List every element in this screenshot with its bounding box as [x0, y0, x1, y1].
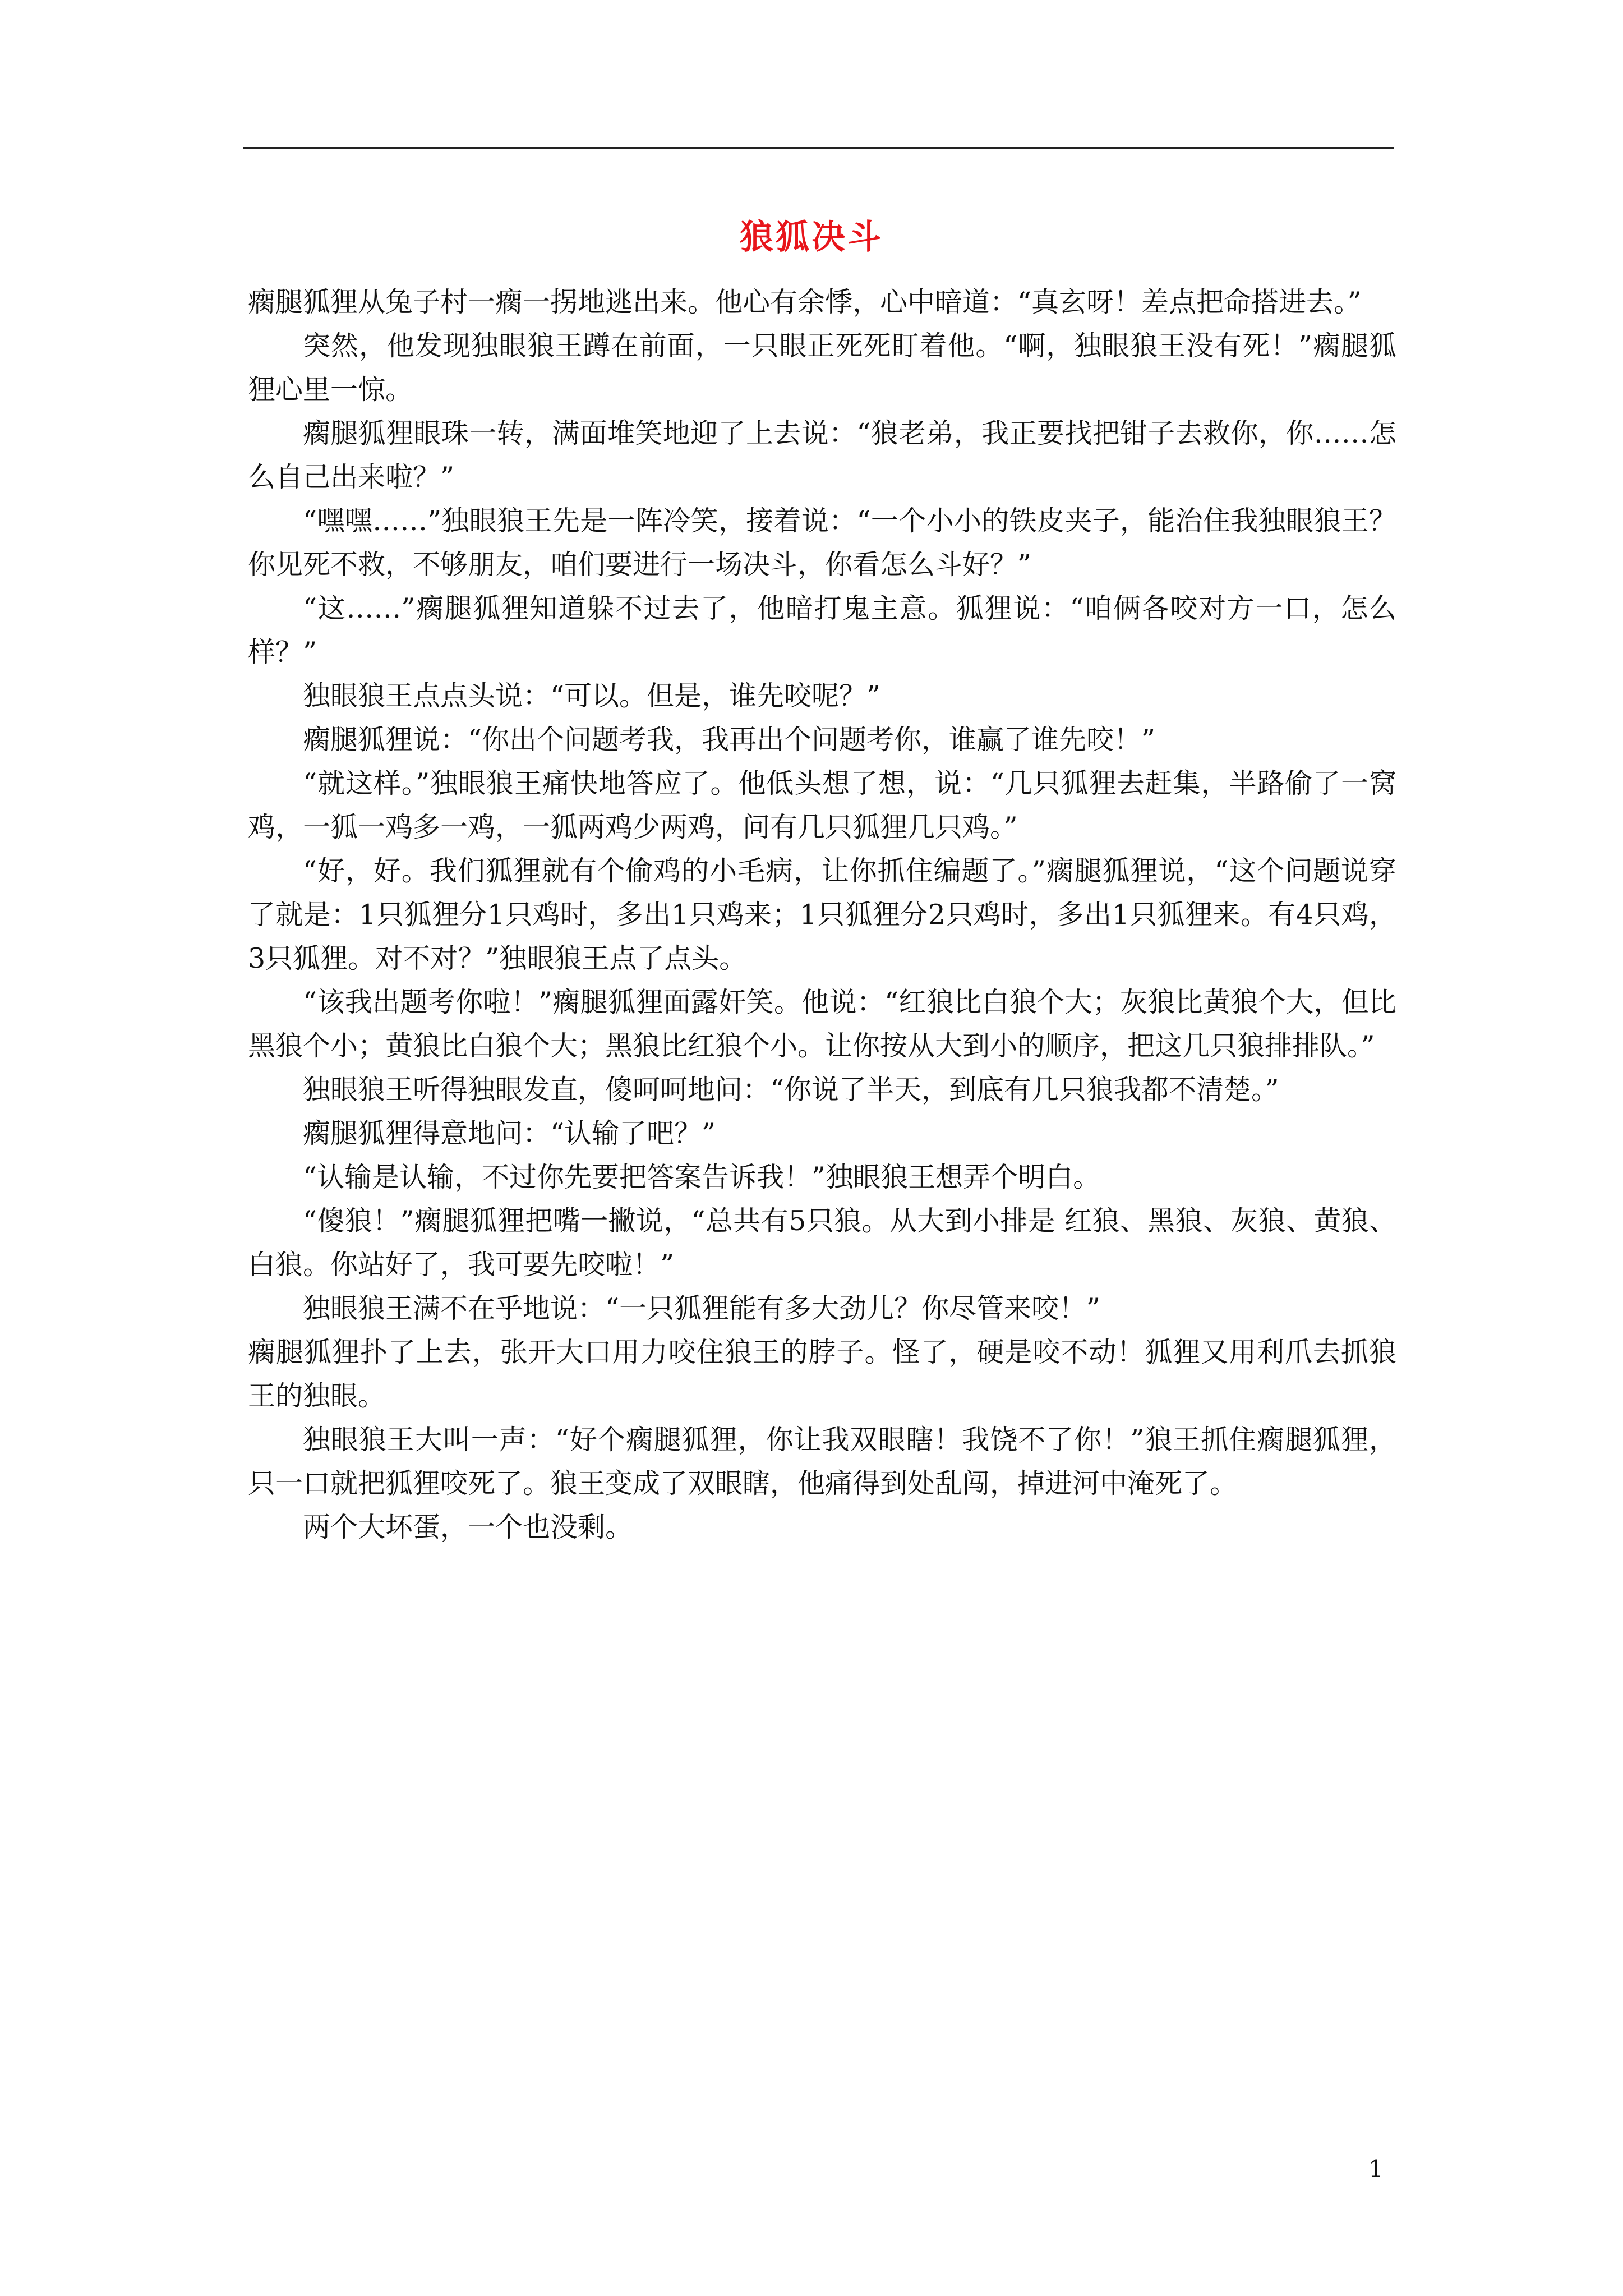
paragraph: “这……”瘸腿狐狸知道躲不过去了，他暗打鬼主意。狐狸说：“咱俩各咬对方一口，怎么样？” [248, 592, 1396, 668]
paragraph: 两个大坏蛋，一个也没剩。 [303, 1511, 633, 1543]
paragraph: 瘸腿狐狸从兔子村一瘸一拐地逃出来。他心有余悸，心中暗道：“真玄呀！差点把命搭进去。” [248, 286, 1362, 318]
document-title: 狼狐决斗 [740, 218, 883, 257]
story-body [248, 280, 1396, 1549]
paragraph: 瘸腿狐狸说：“你出个问题考我，我再出个问题考你，谁赢了谁先咬！” [303, 724, 1156, 756]
paragraph: “认输是认输，不过你先要把答案告诉我！”独眼狼王想弄个明白。 [303, 1161, 1101, 1193]
paragraph: “该我出题考你啦！”瘸腿狐狸面露奸笑。他说：“红狼比白狼个大；灰狼比黄狼个大，但比黑狼个小；黄狼比白狼个大；黑狼比红狼个小。让你按从大到小的顺序，把这几只狼排排队。” [248, 986, 1396, 1062]
paragraph: 独眼狼王大叫一声：“好个瘸腿狐狸，你让我双眼瞎！我饶不了你！”狼王抓住瘸腿狐狸，只一口就把狐狸咬死了。狼王变成了双眼瞎，他痛得到处乱闯，掉进河中淹死了。 [248, 1424, 1396, 1499]
paragraph: 突然，他发现独眼狼王蹲在前面，一只眼正死死盯着他。“啊，独眼狼王没有死！”瘸腿狐狸心里一惊。 [248, 330, 1396, 406]
paragraph: 独眼狼王听得独眼发直，傻呵呵地问：“你说了半天，到底有几只狼我都不清楚。” [303, 1074, 1279, 1106]
paragraph: 瘸腿狐狸扑了上去，张开大口用力咬住狼王的脖子。怪了，硬是咬不动！狐狸又用利爪去抓狼王的独眼。 [248, 1336, 1396, 1412]
paragraph: 独眼狼王点点头说：“可以。但是，谁先咬呢？” [303, 680, 881, 712]
paragraph: 瘸腿狐狸眼珠一转，满面堆笑地迎了上去说：“狼老弟，我正要找把钳子去救你，你……怎么自己出来啦？” [248, 417, 1396, 493]
paragraph: 瘸腿狐狸得意地问：“认输了吧？” [303, 1117, 716, 1149]
header-rule [243, 147, 1394, 149]
paragraph: “傻狼！”瘸腿狐狸把嘴一撇说，“总共有5只狼。从大到小排是 红狼、黑狼、灰狼、黄狼、白狼。你站好了，我可要先咬啦！” [248, 1205, 1396, 1281]
paragraph: “就这样。”独眼狼王痛快地答应了。他低头想了想，说：“几只狐狸去赶集，半路偷了一窝鸡，一狐一鸡多一鸡，一狐两鸡少两鸡，问有几只狐狸几只鸡。” [248, 767, 1396, 843]
paragraph: “嘿嘿……”独眼狼王先是一阵冷笑，接着说：“一个小小的铁皮夹子，能治住我独眼狼王？你见死不救，不够朋友，咱们要进行一场决斗，你看怎么斗好？” [248, 505, 1396, 581]
page-number: 1 [1368, 2155, 1384, 2183]
paragraph: “好，好。我们狐狸就有个偷鸡的小毛病，让你抓住编题了。”瘸腿狐狸说，“这个问题说穿了就是：1只狐狸分1只鸡时，多出1只鸡来；1只狐狸分2只鸡时，多出1只狐狸来。有4只鸡，3只狐狸。对不对？”独眼狼王点了点头。 [248, 855, 1396, 974]
paragraph: 独眼狼王满不在乎地说：“一只狐狸能有多大劲儿？你尽管来咬！” [303, 1292, 1101, 1324]
